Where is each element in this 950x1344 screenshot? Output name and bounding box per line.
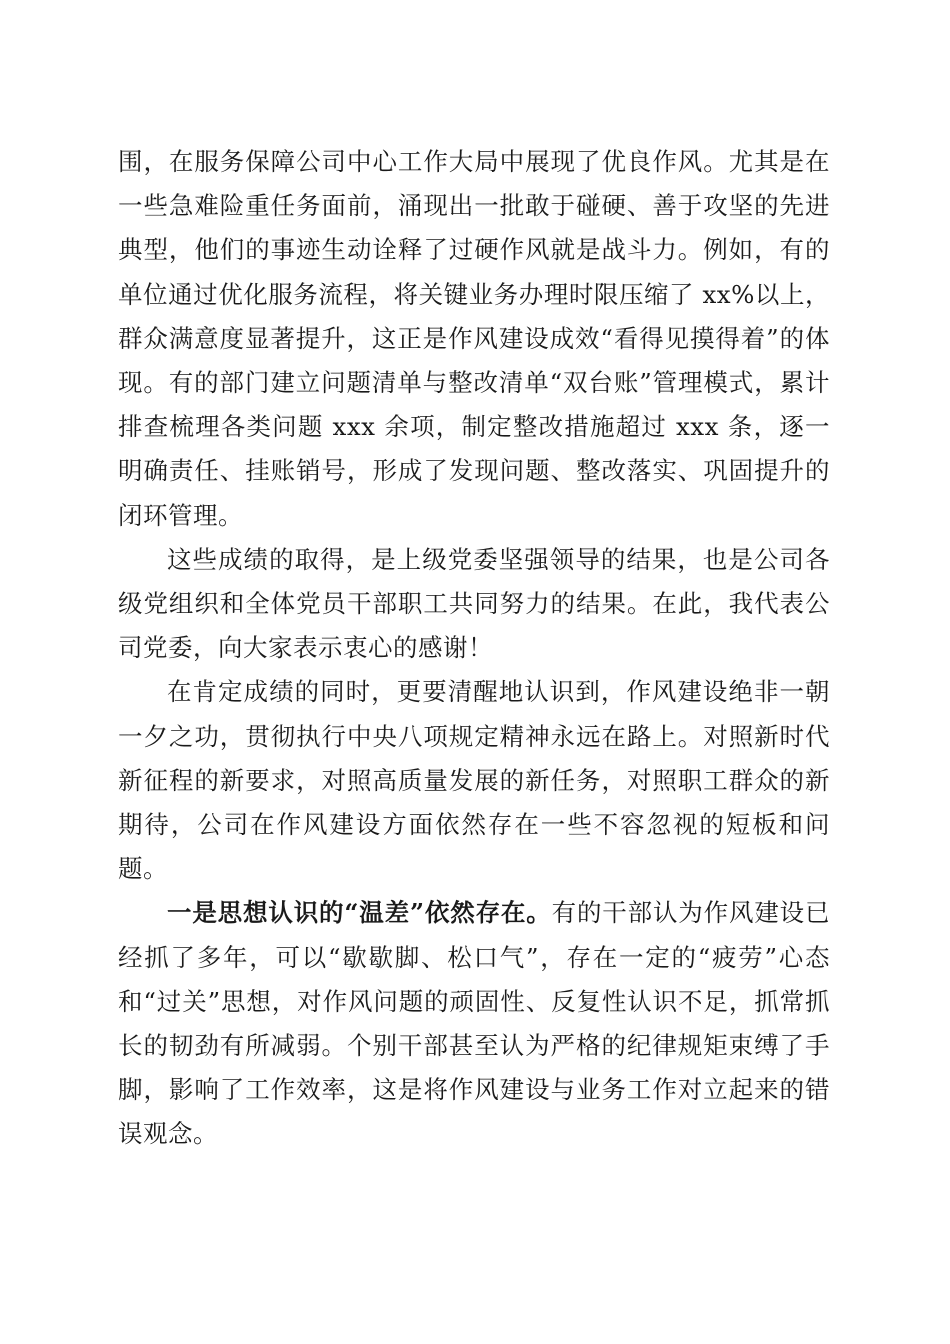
paragraph-point-one (118, 891, 830, 1156)
paragraph-acknowledgement (118, 538, 830, 671)
paragraph-problems-intro (118, 670, 830, 891)
paragraph-lead-heading: 一是思想认识的“温差”依然存在。 (167, 898, 552, 928)
paragraph-text: 围，在服务保障公司中心工作大局中展现了优良作风。尤其是在一些急难险重任务面前，涌现出一批敢于碰硬、善于攻坚的先进典型，他们的事迹生动诠释了过硬作风就是战斗力。例如，有的单位通过优化服务流程，将关键业务办理时限压缩了 xx%以上，群众满意度显著提升，这正是作风建设成效“看得见摸得着”的体现。有的部门建立问题清单与整改清单“双台账”管理模式，累计排查梳理各类问题 xxx 余项，制定整改措施超过 xxx 条，逐一明确责任、挂账销号，形成了发现问题、整改落实、巩固提升的闭环管理。 (118, 147, 830, 530)
paragraph-text: 有的干部认为作风建设已经抓了多年，可以“歇歇脚、松口气”，存在一定的“疲劳”心态和“过关”思想，对作风问题的顽固性、反复性认识不足，抓常抓长的韧劲有所减弱。个别干部甚至认为严格的纪律规矩束缚了手脚，影响了工作效率，这是将作风建设与业务工作对立起来的错误观念。 (118, 898, 830, 1149)
document-body (118, 140, 830, 1157)
paragraph-text: 在肯定成绩的同时，更要清醒地认识到，作风建设绝非一朝一夕之功，贯彻执行中央八项规定精神永远在路上。对照新时代新征程的新要求，对照高质量发展的新任务，对照职工群众的新期待，公司在作风建设方面依然存在一些不容忽视的短板和问题。 (118, 677, 830, 884)
paragraph-text: 这些成绩的取得，是上级党委坚强领导的结果，也是公司各级党组织和全体党员干部职工共同努力的结果。在此，我代表公司党委，向大家表示衷心的感谢！ (118, 544, 830, 663)
paragraph-continuation (118, 140, 830, 538)
